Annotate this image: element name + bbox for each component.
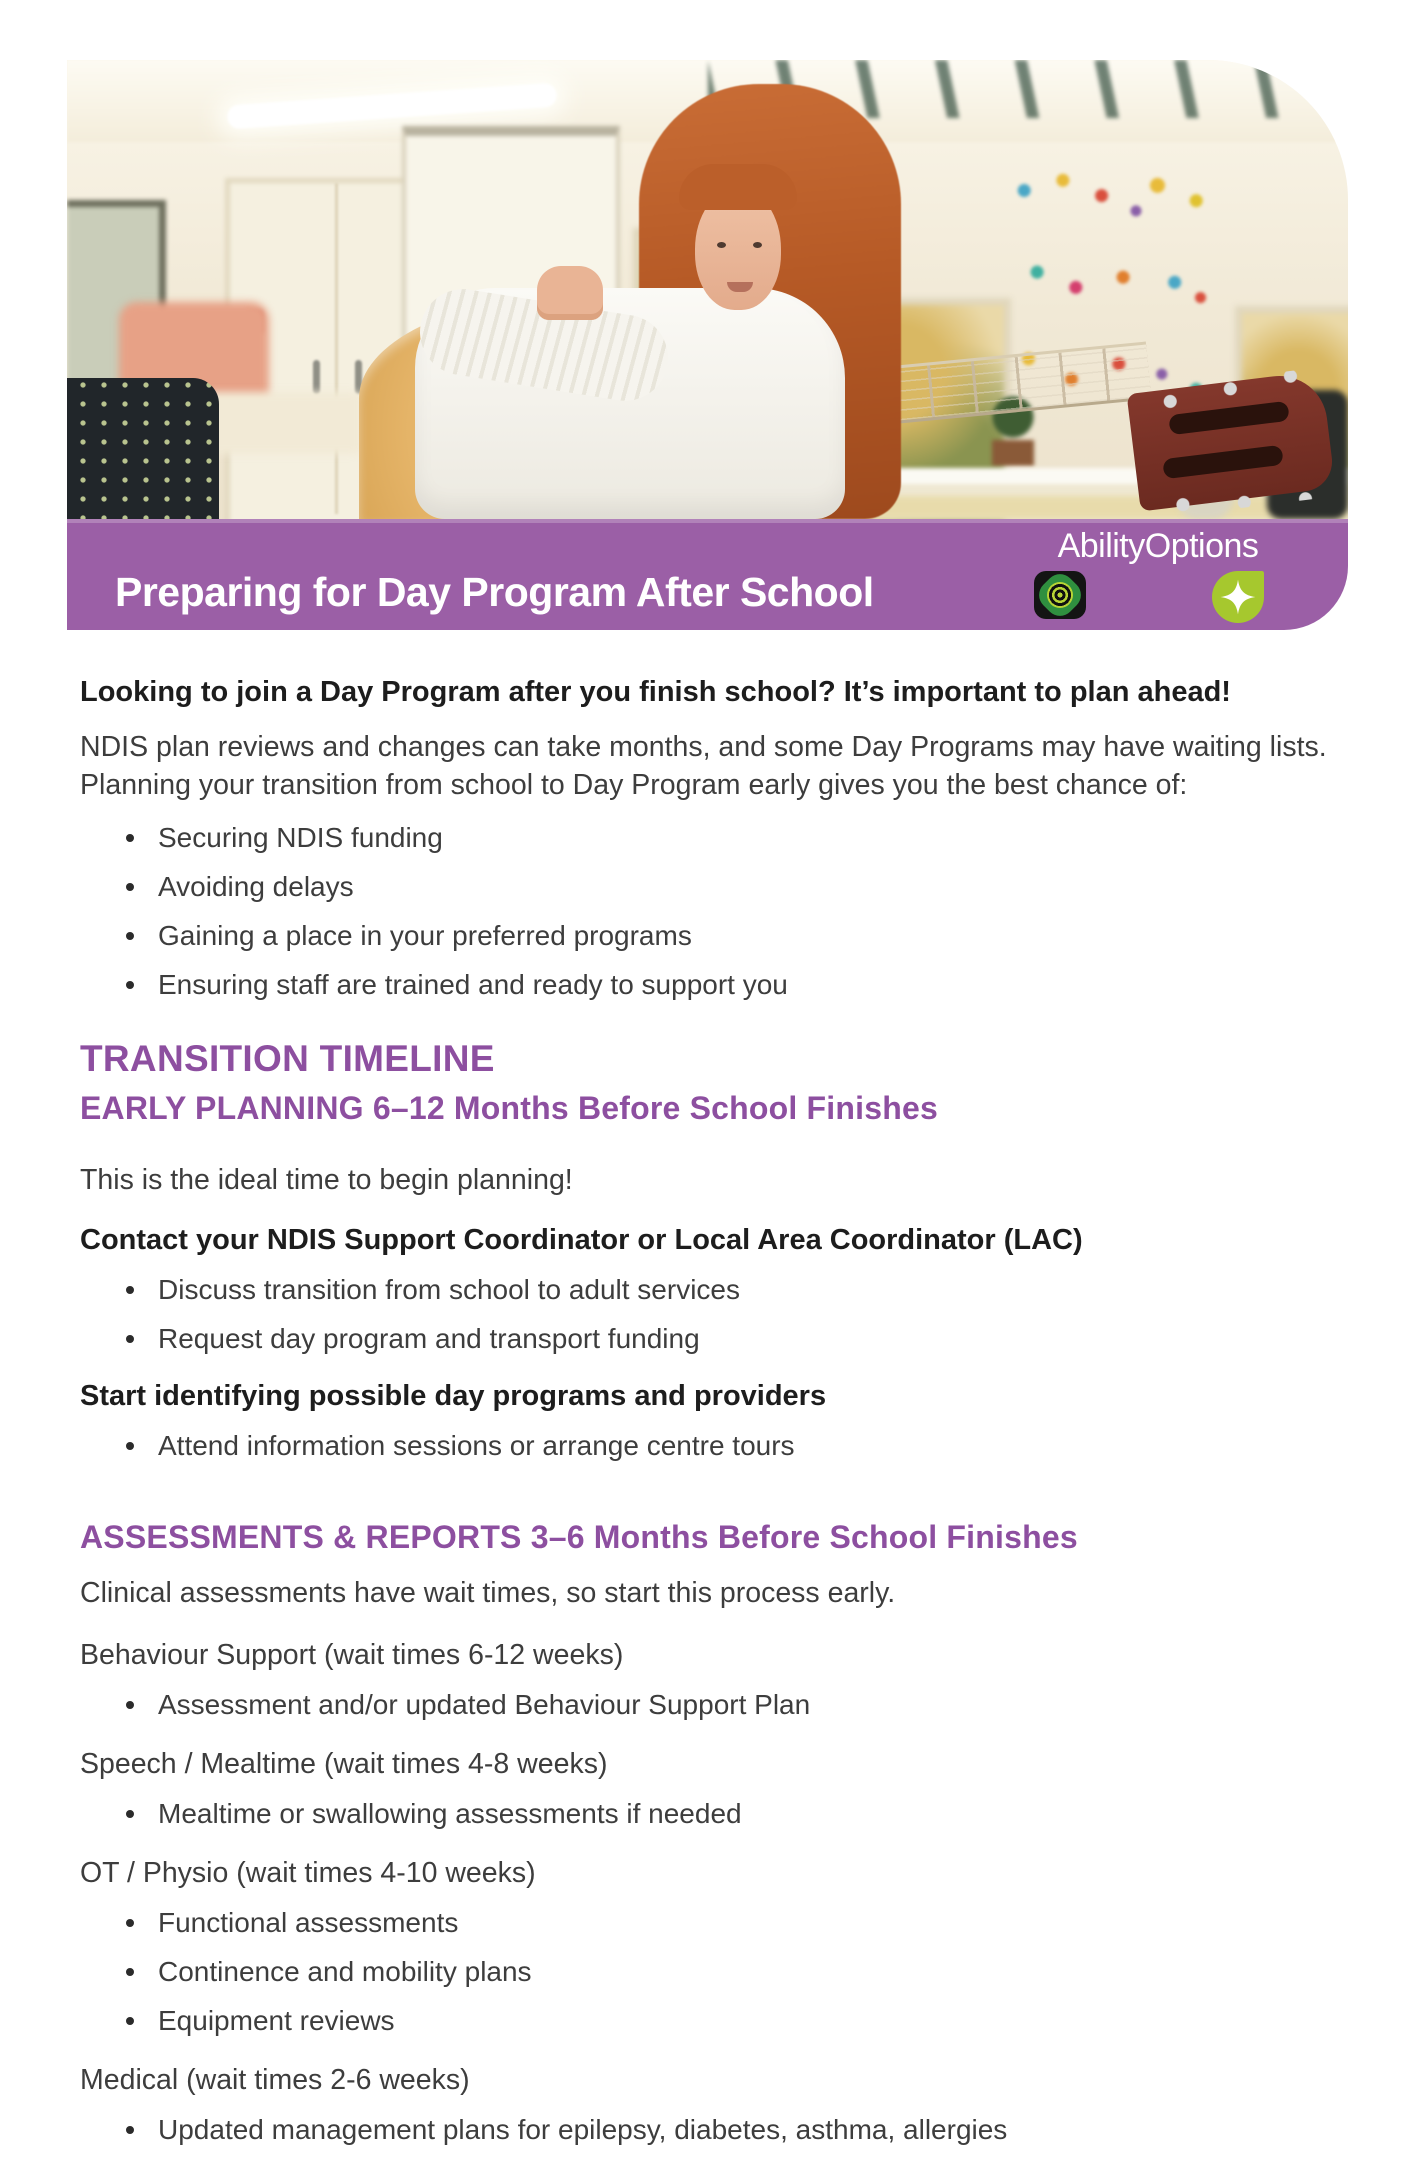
header-photo (67, 60, 1348, 519)
girl-fringe (679, 164, 797, 210)
list-item: Gaining a place in your preferred programs (126, 919, 1342, 953)
title-banner (67, 519, 1348, 630)
group-heading-behaviour-support: Behaviour Support (wait times 6-12 weeks) (80, 1638, 624, 1671)
door-split-line (335, 183, 338, 514)
bullet-list (80, 1797, 1342, 1831)
girl-eye (753, 242, 762, 248)
list-item: Equipment reviews (126, 2004, 1342, 2038)
assessments-intro: Clinical assessments have wait times, so start this process early. (80, 1577, 896, 1610)
group-heading-ot-physio: OT / Physio (wait times 4-10 weeks) (80, 1856, 536, 1889)
subsection-early-planning: EARLY PLANNING 6–12 Months Before School Finishes (80, 1090, 938, 1127)
document-body (80, 674, 1342, 2148)
list-item: Discuss transition from school to adult services (126, 1273, 1342, 1307)
group-heading-medical: Medical (wait times 2-6 weeks) (80, 2064, 470, 2097)
bullet-list (80, 1429, 1342, 1463)
list-item: Securing NDIS funding (126, 821, 1342, 855)
list-item: Ensuring staff are trained and ready to support you (126, 968, 1342, 1002)
aboriginal-art-icon (1034, 571, 1086, 619)
bullet-list (80, 1273, 1342, 1356)
bullet-list (80, 2113, 1342, 2147)
brand-name: AbilityOptions (1057, 527, 1259, 565)
list-item: Attend information sessions or arrange centre tours (126, 1429, 1342, 1463)
section-title-transition-timeline: TRANSITION TIMELINE (80, 1038, 495, 1080)
group-heading-identify-programs: Start identifying possible day programs and providers (80, 1380, 827, 1413)
group-heading-speech-mealtime: Speech / Mealtime (wait times 4-8 weeks) (80, 1747, 608, 1780)
list-item: Mealtime or swallowing assessments if needed (126, 1797, 1342, 1831)
list-item: Assessment and/or updated Behaviour Support Plan (126, 1688, 1342, 1722)
intro-bullet-list (80, 821, 1342, 1003)
brand-block (1024, 529, 1292, 623)
star-leaf-icon (1212, 571, 1264, 623)
intro-paragraph: NDIS plan reviews and changes can take months, and some Day Programs may have waiting lists. Planning your transition from school to Day Program early gives you the best chance of: (80, 730, 1327, 802)
door-handle (313, 360, 320, 394)
intro-heading: Looking to join a Day Program after you finish school? It’s important to plan ahead! (80, 676, 1231, 708)
page-title: Preparing for Day Program After School (115, 569, 874, 615)
subsection-assessments-reports: ASSESSMENTS & REPORTS 3–6 Months Before School Finishes (80, 1519, 1078, 1556)
list-item: Updated management plans for epilepsy, diabetes, asthma, allergies (126, 2113, 1342, 2147)
list-item: Continence and mobility plans (126, 1955, 1342, 1989)
girl-eye (717, 242, 726, 248)
early-planning-intro: This is the ideal time to begin planning! (80, 1164, 573, 1197)
bullet-list (80, 1688, 1342, 1722)
group-heading-contact-coordinator: Contact your NDIS Support Coordinator or Local Area Coordinator (LAC) (80, 1223, 1083, 1256)
guitar-tuners (1140, 368, 1335, 519)
list-item: Avoiding delays (126, 870, 1342, 904)
list-item: Functional assessments (126, 1906, 1342, 1940)
brand-icons (1024, 565, 1292, 623)
girl-hand (537, 266, 603, 320)
header-card (67, 60, 1348, 630)
bullet-list (80, 1906, 1342, 2038)
perforated-chair (67, 378, 219, 519)
list-item: Request day program and transport funding (126, 1322, 1342, 1356)
